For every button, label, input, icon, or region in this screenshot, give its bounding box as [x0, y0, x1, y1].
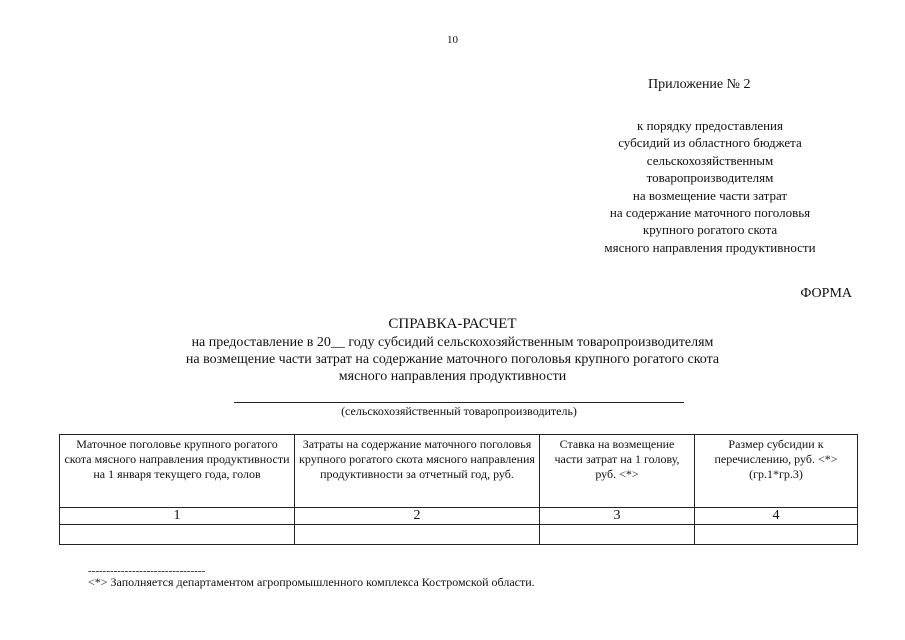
producer-fill-line[interactable] [234, 402, 684, 403]
table-number-row [60, 508, 858, 525]
column-number: 1 [60, 508, 295, 525]
column-number: 3 [540, 508, 695, 525]
appendix-line: субсидий из областного бюджета [618, 135, 802, 151]
subtitle-line: мясного направления продуктивности [338, 369, 567, 384]
footnote-rule: -------------------------------- [88, 565, 206, 577]
appendix-line: мясного направления продуктивности [604, 239, 816, 255]
footnote-text: <*> Заполняется департаментом агропромышленного комплекса Костромской области. [88, 575, 535, 589]
appendix-line: крупного рогатого скота [642, 222, 778, 238]
document-title: СПРАВКА-РАСЧЕТ [388, 316, 517, 332]
table-row [60, 525, 858, 545]
appendix-line: на возмещение части затрат [632, 187, 788, 203]
page-number: 10 [447, 34, 458, 46]
header-cell-subsidy: Размер субсидии к перечислению, руб. <*> (гр.1*гр.3) [695, 435, 858, 508]
producer-caption: (сельскохозяйственный товаропроизводитель) [341, 404, 577, 418]
table-cell[interactable] [60, 525, 295, 545]
table-header-row [60, 435, 858, 508]
table-cell[interactable] [695, 525, 858, 545]
form-label: ФОРМА [800, 286, 852, 301]
appendix-line: на содержание маточного поголовья [609, 205, 811, 221]
column-number: 4 [695, 508, 858, 525]
table-cell[interactable] [540, 525, 695, 545]
column-number: 2 [295, 508, 540, 525]
calculation-table [59, 434, 858, 545]
subtitle-line: на предоставление в 20__ году субсидий сельскохозяйственным товаропроизводителям [191, 335, 714, 350]
header-cell-livestock: Маточное поголовье крупного рогатого скота мясного направления продуктивности на 1 января текущего года, голов [60, 435, 295, 508]
header-cell-costs: Затраты на содержание маточного поголовья крупного рогатого скота мясного направления продуктивности за отчетный год, руб. [295, 435, 540, 508]
appendix-line: к порядку предоставления [637, 118, 783, 133]
appendix-title: Приложение № 2 [648, 77, 751, 92]
table-cell[interactable] [295, 525, 540, 545]
subtitle-line: на возмещение части затрат на содержание маточного поголовья крупного рогатого скота [185, 352, 720, 367]
header-cell-rate: Ставка на возмещение части затрат на 1 голову, руб. <*> [540, 435, 695, 508]
appendix-reference [560, 117, 860, 256]
appendix-line: сельскохозяйственным [646, 152, 774, 168]
appendix-line: товаропроизводителям [646, 170, 774, 186]
document-subtitle [0, 334, 905, 385]
